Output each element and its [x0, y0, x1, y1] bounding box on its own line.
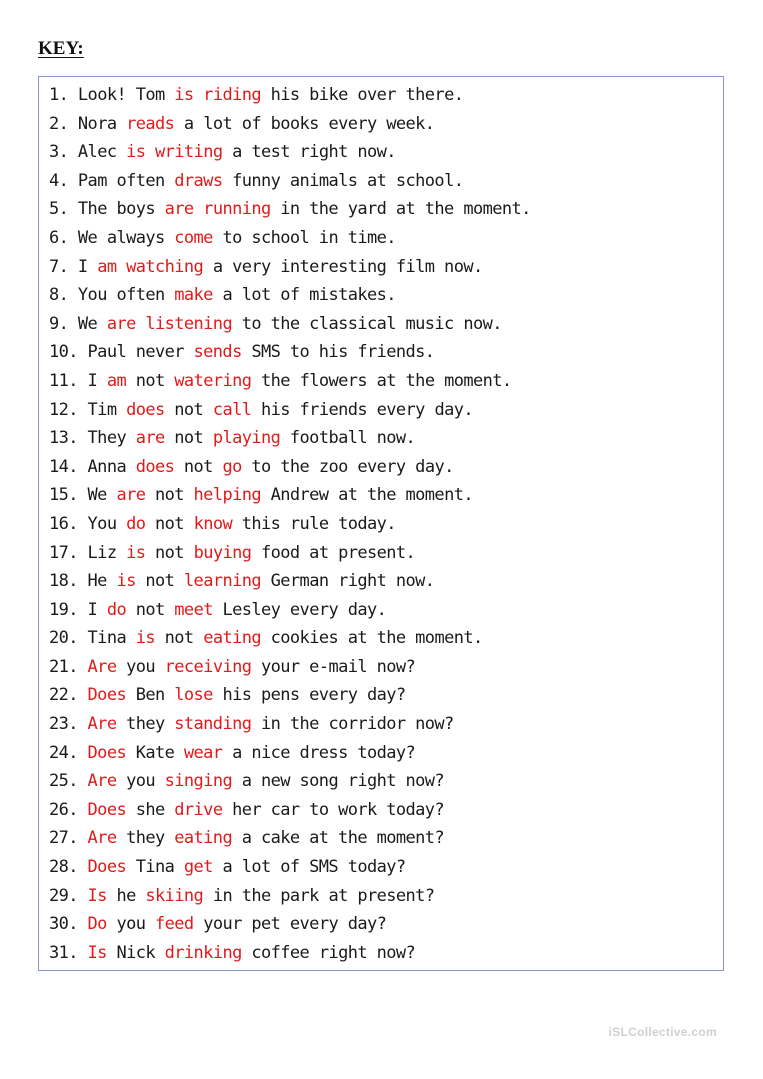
answer-number: 26.	[49, 799, 78, 820]
answer-verb: are listening	[106, 313, 233, 334]
sentence-text: Pam often	[77, 170, 175, 191]
answer-number: 25.	[49, 771, 78, 792]
sentence-text: he	[106, 885, 146, 906]
answer-number: 24.	[49, 742, 78, 763]
sentence-text: Andrew at the moment.	[261, 485, 473, 506]
answer-verb: skiing	[145, 885, 204, 906]
answer-number: 1.	[49, 85, 69, 105]
sentence-text: to the zoo every day.	[241, 456, 454, 477]
answer-verb: am	[106, 370, 127, 391]
sentence-text: his bike over there.	[261, 85, 464, 105]
answer-line	[49, 653, 723, 682]
sentence-text: German right now.	[261, 571, 435, 592]
sentence-text: They	[87, 428, 136, 449]
sentence-text: they	[116, 714, 175, 735]
sentence-text: a very interesting film now.	[203, 256, 483, 277]
sentence-text: your pet every day?	[193, 914, 387, 935]
sentence-text: not	[126, 370, 175, 391]
sentence-text: you	[116, 771, 165, 792]
answer-number: 3.	[49, 142, 69, 163]
answer-verb: Does	[87, 685, 127, 706]
answer-number: 29.	[49, 885, 78, 906]
sentence-text: I	[87, 599, 107, 620]
answer-verb: know	[193, 513, 233, 534]
sentence-text: food at present.	[251, 542, 416, 563]
sentence-text: Tim	[87, 399, 127, 420]
answer-number: 6.	[49, 227, 69, 248]
sentence-text: Tina	[87, 628, 136, 649]
answer-line	[49, 796, 723, 825]
sentence-text: not	[145, 485, 194, 506]
answer-key-box	[38, 76, 724, 971]
answer-verb: Is	[87, 885, 107, 906]
answer-line	[49, 138, 723, 167]
sentence-text: Liz	[87, 542, 127, 563]
answer-number: 7.	[49, 256, 69, 277]
answer-verb: is writing	[126, 142, 223, 163]
sentence-text: a nice dress today?	[222, 742, 416, 763]
answer-number: 30.	[49, 914, 78, 935]
answer-verb: come	[174, 227, 213, 248]
answer-verb: standing	[174, 714, 252, 735]
answer-line	[49, 396, 723, 425]
answer-verb: eating	[203, 628, 262, 649]
sentence-text: Nick	[106, 942, 165, 963]
sentence-text: The boys	[77, 199, 165, 220]
answer-verb: draws	[174, 170, 223, 191]
answer-verb: make	[174, 285, 213, 306]
answer-verb: go	[222, 456, 242, 477]
key-heading: KEY:	[38, 38, 84, 59]
answer-number: 20.	[49, 628, 78, 649]
sentence-text: her car to work today?	[222, 799, 445, 820]
answer-verb: Does	[87, 857, 127, 878]
sentence-text: his friends every day.	[251, 399, 473, 420]
sentence-text: coffee right now?	[241, 942, 416, 963]
answer-line	[49, 824, 723, 853]
answer-number: 9.	[49, 313, 69, 334]
answer-verb: call	[212, 399, 252, 420]
answer-line	[49, 424, 723, 453]
answer-verb: are	[116, 485, 146, 506]
answer-verb: feed	[155, 914, 194, 935]
answer-number: 31.	[49, 942, 78, 963]
answer-verb: am watching	[97, 256, 204, 277]
sentence-text: his pens every day?	[212, 685, 406, 706]
answer-verb: are running	[164, 199, 271, 220]
answer-verb: Do	[87, 914, 107, 935]
answer-verb: do	[126, 513, 146, 534]
sentence-text: not	[135, 571, 184, 592]
answer-verb: Does	[87, 799, 127, 820]
answer-number: 12.	[49, 399, 78, 420]
sentence-text: Look! Tom	[77, 85, 175, 105]
answer-verb: is	[126, 542, 146, 563]
answer-verb: watering	[174, 370, 252, 391]
sentence-text: You	[87, 513, 127, 534]
answer-number: 22.	[49, 685, 78, 706]
sentence-text: We	[77, 313, 107, 334]
answer-number: 5.	[49, 199, 69, 220]
sentence-text: not	[145, 542, 194, 563]
answer-line	[49, 882, 723, 911]
answer-line	[49, 767, 723, 796]
sentence-text: Kate	[126, 742, 184, 763]
answer-verb: get	[183, 857, 213, 878]
answer-line	[49, 681, 723, 710]
answer-verb: Are	[87, 714, 117, 735]
answer-number: 28.	[49, 857, 78, 878]
answer-verb: buying	[193, 542, 252, 563]
answer-verb: drive	[174, 799, 223, 820]
sentence-text: Paul never	[87, 342, 194, 363]
sentence-text: a lot of SMS today?	[212, 857, 406, 878]
answer-verb: Are	[87, 828, 117, 849]
answer-number: 4.	[49, 170, 69, 191]
sentence-text: to the classical music now.	[232, 313, 502, 334]
answer-verb: Is	[87, 942, 107, 963]
answer-line	[49, 310, 723, 339]
sentence-text: this rule today.	[232, 513, 396, 534]
answer-verb: are	[135, 428, 165, 449]
answer-number: 18.	[49, 571, 78, 592]
sentence-text: not	[145, 513, 194, 534]
sentence-text: your e-mail now?	[251, 656, 416, 677]
sentence-text: you	[106, 914, 156, 935]
answer-line	[49, 539, 723, 568]
answer-number: 23.	[49, 714, 78, 735]
sentence-text: Tina	[126, 857, 184, 878]
answer-number: 17.	[49, 542, 78, 563]
answer-number: 11.	[49, 370, 78, 391]
answer-number: 19.	[49, 599, 78, 620]
answer-number: 15.	[49, 485, 78, 506]
answer-line	[49, 253, 723, 282]
answer-line	[49, 195, 723, 224]
sentence-text: I	[87, 370, 107, 391]
answer-number: 13.	[49, 428, 78, 449]
sentence-text: Lesley every day.	[212, 599, 387, 620]
answer-number: 8.	[49, 285, 69, 306]
answer-verb: lose	[174, 685, 213, 706]
sentence-text: Ben	[126, 685, 175, 706]
sentence-text: they	[116, 828, 175, 849]
sentence-text: in the corridor now?	[251, 714, 454, 735]
sentence-text: not	[164, 399, 213, 420]
answer-verb: Are	[87, 656, 117, 677]
answer-verb: reads	[126, 113, 175, 134]
answer-number: 27.	[49, 828, 78, 849]
sentence-text: not	[164, 428, 213, 449]
answer-line	[49, 281, 723, 310]
answer-number: 10.	[49, 342, 78, 363]
answer-verb: drinking	[164, 942, 242, 963]
sentence-text: a cake at the moment?	[232, 828, 445, 849]
answer-verb: meet	[174, 599, 213, 620]
sentence-text: not	[126, 599, 175, 620]
sentence-text: a test right now.	[222, 142, 396, 163]
sentence-text: cookies at the moment.	[261, 628, 483, 649]
sentence-text: the flowers at the moment.	[251, 370, 512, 391]
sentence-text: SMS to his friends.	[241, 342, 435, 363]
sentence-text: a lot of mistakes.	[212, 285, 396, 306]
sentence-text: funny animals at school.	[222, 170, 464, 191]
answer-verb: do	[106, 599, 127, 620]
answer-verb: receiving	[164, 656, 252, 677]
answer-verb: sends	[193, 342, 242, 363]
sentence-text: I	[77, 256, 98, 277]
sentence-text: to school in time.	[212, 227, 396, 248]
answer-line	[49, 596, 723, 625]
sentence-text: she	[126, 799, 175, 820]
answer-verb: Does	[87, 742, 127, 763]
answer-line	[49, 510, 723, 539]
answer-line	[49, 338, 723, 367]
sentence-text: We always	[77, 227, 175, 248]
answer-line	[49, 167, 723, 196]
sentence-text: not	[155, 628, 204, 649]
answer-line	[49, 81, 723, 110]
answer-verb: eating	[174, 828, 233, 849]
answer-line	[49, 710, 723, 739]
sentence-text: Anna	[87, 456, 136, 477]
sentence-text: Nora	[77, 113, 127, 134]
sentence-text: football now.	[280, 428, 416, 449]
answer-verb: helping	[193, 485, 261, 506]
watermark: iSLCollective.com	[608, 1025, 717, 1039]
answer-line	[49, 624, 723, 653]
answer-line	[49, 567, 723, 596]
sentence-text: in the park at present?	[203, 885, 435, 906]
answer-verb: Are	[87, 771, 117, 792]
sentence-text: Alec	[77, 142, 127, 163]
answer-verb: is riding	[174, 85, 261, 105]
sentence-text: not	[174, 456, 223, 477]
answer-line	[49, 739, 723, 768]
sentence-text: in the yard at the moment.	[270, 199, 531, 220]
answer-line	[49, 224, 723, 253]
answer-line	[49, 853, 723, 882]
answer-line	[49, 367, 723, 396]
answer-verb: does	[126, 399, 165, 420]
sentence-text: You often	[77, 285, 175, 306]
answer-verb: learning	[183, 571, 262, 592]
answer-verb: singing	[164, 771, 233, 792]
answer-line	[49, 939, 723, 968]
answer-verb: is	[135, 628, 156, 649]
answer-verb: playing	[212, 428, 281, 449]
answer-verb: is	[116, 571, 136, 592]
sentence-text: a new song right now?	[232, 771, 445, 792]
answer-number: 14.	[49, 456, 78, 477]
answer-verb: wear	[183, 742, 223, 763]
answer-number: 2.	[49, 113, 69, 134]
sentence-text: you	[116, 656, 165, 677]
sentence-text: a lot of books every week.	[174, 113, 435, 134]
answer-number: 21.	[49, 656, 78, 677]
answer-line	[49, 453, 723, 482]
sentence-text: We	[87, 485, 117, 506]
answer-verb: does	[135, 456, 175, 477]
sentence-text: He	[87, 571, 117, 592]
answer-line	[49, 110, 723, 139]
answer-line	[49, 481, 723, 510]
answer-line	[49, 910, 723, 939]
answer-number: 16.	[49, 513, 78, 534]
